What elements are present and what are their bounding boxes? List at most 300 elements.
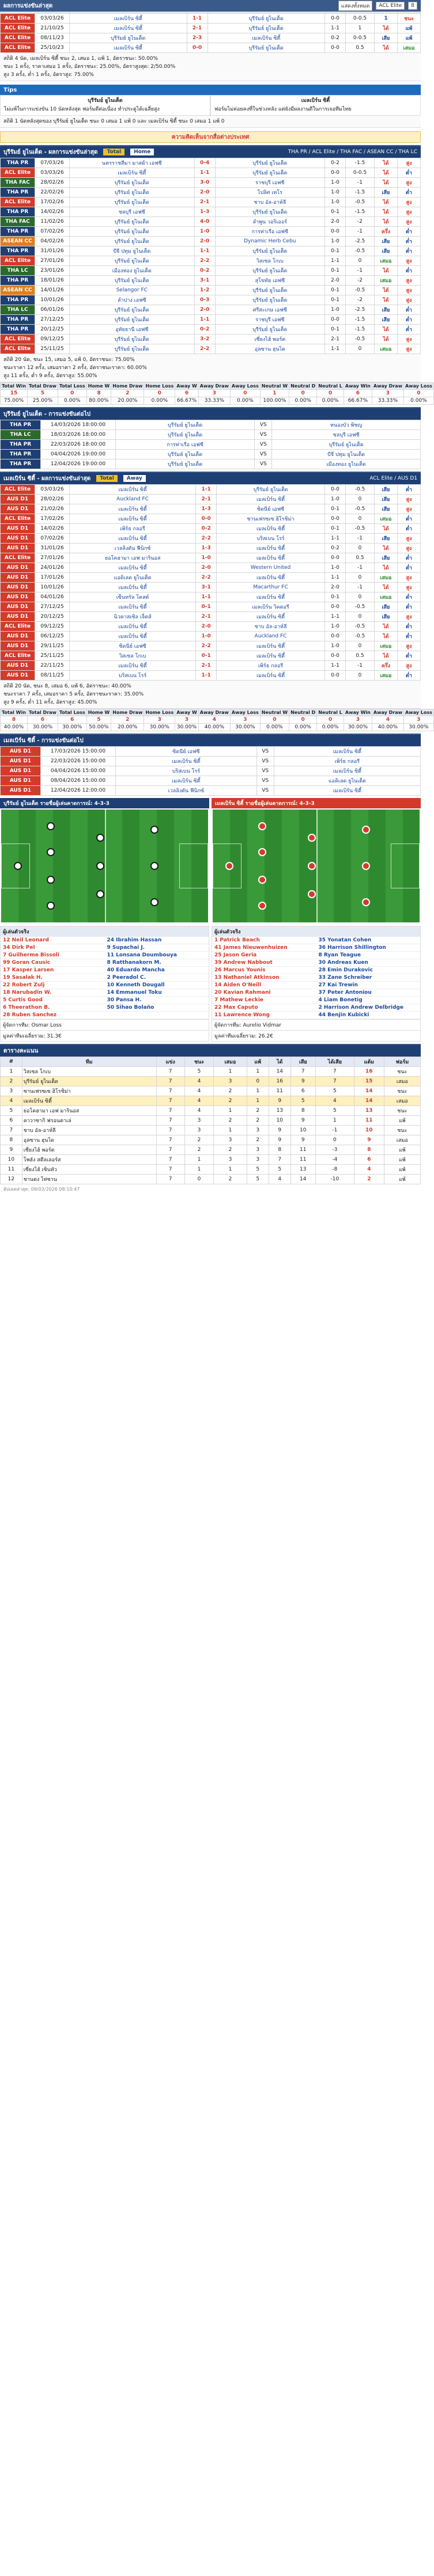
- player-marker[interactable]: [14, 862, 22, 870]
- away-team: เมลเบิร์น ซิตี้: [274, 747, 420, 757]
- half-time-score: 0-0: [325, 553, 346, 563]
- lineup-right-head: ผู้เล่นตัวจริง: [212, 926, 420, 937]
- over-under: ต่ำ: [398, 188, 421, 197]
- match-row[interactable]: [1, 622, 421, 632]
- tab-home[interactable]: Home: [130, 149, 154, 155]
- match-row[interactable]: [1, 325, 421, 335]
- upcoming-row[interactable]: [1, 786, 421, 796]
- match-row[interactable]: [1, 495, 421, 504]
- away-recent-header: [0, 473, 421, 484]
- away-league-filters[interactable]: ACL Elite / AUS D1: [369, 476, 417, 481]
- standings-cell: แพ้: [384, 1116, 420, 1126]
- standings-title: ตารางคะแนน: [3, 1047, 39, 1054]
- away-team: เพิร์ธ กลอรี: [217, 661, 325, 671]
- player-name[interactable]: 22 Robert Zulj: [1, 982, 105, 989]
- match-row[interactable]: [1, 651, 421, 661]
- sub-player-name[interactable]: 24 Ibrahim Hassan: [105, 937, 209, 944]
- standings-cell: 6: [354, 1155, 384, 1165]
- match-score: 2-1: [187, 24, 207, 33]
- match-score: 1-1: [194, 168, 215, 178]
- handicap-odds: -0.5: [346, 504, 375, 514]
- player-name[interactable]: 18 Narubadin W.: [1, 989, 105, 997]
- match-row[interactable]: [1, 24, 421, 33]
- standings-cell: 0: [184, 1175, 214, 1184]
- totals-value: 4: [198, 716, 230, 724]
- league-badge: ACL Elite: [1, 622, 35, 632]
- player-marker[interactable]: [258, 822, 266, 830]
- standings-cell: 7: [156, 1145, 184, 1155]
- h2h-summary-line3: สูง 3 ครั้ง, ต่ำ 1 ครั้ง, อัตราสูง: 75.00%: [3, 72, 94, 78]
- home-totals-table: [0, 382, 434, 405]
- match-date: 07/02/26: [35, 534, 70, 544]
- standings-cell: 3: [247, 1155, 269, 1165]
- player-name[interactable]: 22 Max Caputo: [212, 1004, 316, 1012]
- player-name[interactable]: 41 James Nieuwenhuizen: [212, 944, 316, 952]
- match-row[interactable]: [1, 197, 421, 207]
- match-row[interactable]: [1, 344, 421, 354]
- handicap-result: ได้: [375, 207, 398, 217]
- over-under: ต่ำ: [398, 671, 421, 681]
- player-marker[interactable]: [47, 822, 55, 830]
- player-name[interactable]: 19 Sasalak H.: [1, 974, 105, 982]
- match-date: 21/02/26: [35, 504, 70, 514]
- match-date: 03/03/26: [35, 14, 70, 24]
- away-team: ลำพูน วอริเออร์: [215, 217, 324, 227]
- match-row[interactable]: [1, 286, 421, 295]
- lineup-left-value: มูลค่าทีมเฉลี่ยรวม: 31.3€: [1, 1030, 209, 1041]
- league-badge: ACL Elite: [1, 24, 35, 33]
- upcoming-row[interactable]: [1, 450, 421, 459]
- totals-value: 8: [1, 716, 28, 724]
- lineup-right: [212, 926, 421, 1042]
- over-under: ต่ำ: [398, 237, 421, 246]
- standings-cell: 7: [156, 1135, 184, 1145]
- player-marker[interactable]: [308, 862, 316, 870]
- handicap-odds: -2: [346, 276, 375, 286]
- player-marker[interactable]: [258, 902, 266, 910]
- match-row[interactable]: [1, 207, 421, 217]
- player-marker[interactable]: [225, 862, 233, 870]
- upcoming-row[interactable]: [1, 747, 421, 757]
- match-row[interactable]: [1, 237, 421, 246]
- match-row[interactable]: [1, 632, 421, 641]
- match-row[interactable]: [1, 641, 421, 651]
- half-time-score: 0-1: [325, 295, 346, 305]
- half-time-score: 1-1: [325, 573, 346, 583]
- handicap-result: เสมอ: [375, 276, 398, 286]
- match-row[interactable]: [1, 335, 421, 344]
- player-marker[interactable]: [47, 902, 55, 910]
- pitch-line: [179, 844, 208, 888]
- match-row[interactable]: [1, 534, 421, 544]
- over-under: สูง: [398, 661, 421, 671]
- home-recent-section: [0, 145, 432, 405]
- standings-cell: 11: [354, 1116, 384, 1126]
- home-league-filters[interactable]: THA PR / ACL Elite / THA FAC / ASEAN CC / THA LC: [288, 149, 417, 155]
- standings-cell: 6: [290, 1086, 315, 1096]
- match-row[interactable]: [1, 276, 421, 286]
- totals-pct: 30.00%: [230, 724, 260, 731]
- match-score: 0-4: [194, 158, 215, 168]
- lineup-right-value: มูลค่าทีมเฉลี่ยรวม: 26.2€: [212, 1030, 420, 1041]
- totals-pct: 0.00%: [403, 397, 433, 405]
- sub-player-name[interactable]: 30 Andreas Kuen: [316, 959, 421, 967]
- sub-player-name[interactable]: 8 Ryan Teague: [316, 952, 421, 959]
- away-team: เมลเบิร์น ซิตี้: [217, 612, 325, 622]
- standings-header: ฟอร์ม: [384, 1057, 420, 1067]
- player-marker[interactable]: [150, 826, 158, 834]
- upcoming-row[interactable]: [1, 430, 421, 440]
- league-badge: THA PR: [1, 315, 35, 325]
- lineup-left: [0, 926, 209, 1042]
- standings-row[interactable]: [1, 1067, 421, 1077]
- standings-row[interactable]: [1, 1155, 421, 1165]
- standings-cell: 8: [354, 1145, 384, 1155]
- sub-player-name[interactable]: 44 Benjin Kubicki: [316, 1012, 421, 1019]
- totals-header: Neutral W: [260, 709, 289, 716]
- standings-cell: แพ้: [384, 1145, 420, 1155]
- sub-player-name[interactable]: 9 Supachai J.: [105, 944, 209, 952]
- standings-row[interactable]: [1, 1175, 421, 1184]
- home-team: เมลเบิร์น ซิตี้: [70, 622, 196, 632]
- handicap-odds: -0.5: [346, 602, 375, 612]
- totals-pct: 40.00%: [1, 724, 28, 731]
- sub-player-name[interactable]: 36 Harrison Shillington: [316, 944, 421, 952]
- player-marker[interactable]: [96, 834, 104, 842]
- standings-cell: เซี่ยงไฮ้ พอร์ต: [22, 1145, 156, 1155]
- half-time-score: 0-1: [325, 266, 346, 276]
- home-team: เมลเบิร์น ซิตี้: [70, 485, 196, 495]
- match-row[interactable]: [1, 602, 421, 612]
- over-under: ต่ำ: [398, 563, 421, 573]
- match-score: 4-0: [194, 217, 215, 227]
- over-under: สูง: [398, 178, 421, 188]
- sub-player-name[interactable]: 35 Yonatan Cohen: [316, 937, 421, 944]
- sub-player-name[interactable]: 2 Harrison Andrew Delbridge: [316, 1004, 421, 1012]
- standings-row[interactable]: [1, 1106, 421, 1116]
- player-name[interactable]: 99 Goran Causic: [1, 959, 105, 967]
- player-name[interactable]: 7 Mathew Leckie: [212, 997, 316, 1004]
- standings-row[interactable]: [1, 1116, 421, 1126]
- handicap-result: เสีย: [375, 485, 398, 495]
- standings-cell: แพ้: [384, 1155, 420, 1165]
- player-name[interactable]: 17 Kasper Larsen: [1, 967, 105, 974]
- match-row[interactable]: [1, 553, 421, 563]
- match-date: 27/12/25: [35, 315, 70, 325]
- match-row[interactable]: [1, 514, 421, 524]
- match-score: 0-1: [196, 651, 217, 661]
- player-marker[interactable]: [258, 848, 266, 856]
- tips-right: [210, 95, 421, 116]
- match-row[interactable]: [1, 158, 421, 168]
- upcoming-row[interactable]: [1, 440, 421, 450]
- totals-pct: 75.00%: [1, 397, 28, 405]
- half-time-score: 0-0: [325, 514, 346, 524]
- totals-header: Home Loss: [144, 383, 175, 390]
- standings-row[interactable]: [1, 1165, 421, 1175]
- match-row[interactable]: [1, 178, 421, 188]
- match-row[interactable]: [1, 583, 421, 592]
- h2h-table: [0, 12, 421, 53]
- standings-cell: 1: [184, 1165, 214, 1175]
- match-datetime: 04/04/2026 19:00:00: [41, 450, 116, 459]
- match-row[interactable]: [1, 256, 421, 266]
- away-team: ชลบุรี เอฟซี: [272, 430, 421, 440]
- standings-row[interactable]: [1, 1096, 421, 1106]
- upcoming-row[interactable]: [1, 766, 421, 776]
- standings-cell: 9: [1, 1145, 22, 1155]
- totals-header: Away Draw: [198, 709, 230, 716]
- league-badge: AUS D1: [1, 661, 35, 671]
- match-row[interactable]: [1, 592, 421, 602]
- standings-cell: 5: [247, 1165, 269, 1175]
- standings-cell: 4: [184, 1077, 214, 1086]
- sub-player-name[interactable]: 11 Lonsana Doumbouya: [105, 952, 209, 959]
- league-badge: AUS D1: [1, 786, 41, 796]
- totals-value: 5: [27, 390, 58, 397]
- match-row[interactable]: [1, 14, 421, 24]
- sub-player-name[interactable]: 33 Zane Schreiber: [316, 974, 421, 982]
- handicap-odds: -1.5: [346, 207, 375, 217]
- over-under: ต่ำ: [398, 651, 421, 661]
- match-row[interactable]: [1, 43, 421, 53]
- sub-player-name[interactable]: 50 Sihao Bolaño: [105, 1004, 209, 1012]
- league-badge: AUS D1: [1, 632, 35, 641]
- sub-player-name[interactable]: 40 Eduardo Mancha: [105, 967, 209, 974]
- handicap-result: เสีย: [375, 553, 398, 563]
- pitch-left: [0, 808, 209, 924]
- player-name[interactable]: 20 Kavian Rahmani: [212, 989, 316, 997]
- player-marker[interactable]: [47, 876, 55, 884]
- player-marker[interactable]: [362, 862, 370, 870]
- standings-row[interactable]: [1, 1145, 421, 1155]
- tab-total[interactable]: Total: [103, 149, 124, 155]
- match-row[interactable]: [1, 612, 421, 622]
- match-row[interactable]: [1, 563, 421, 573]
- opinion-banner[interactable]: ความคิดเห็นจากสื่อต่างประเทศ: [0, 131, 421, 143]
- league-badge: THA PR: [1, 295, 35, 305]
- lineup-row: [1, 997, 209, 1004]
- player-name[interactable]: 26 Marcus Younis: [212, 967, 316, 974]
- totals-value: 2: [111, 716, 144, 724]
- sub-player-name[interactable]: 14 Emmanuel Toku: [105, 989, 209, 997]
- match-row[interactable]: [1, 315, 421, 325]
- player-name[interactable]: 34 Dirk Pel: [1, 944, 105, 952]
- match-date: 06/01/26: [35, 305, 70, 315]
- match-row[interactable]: [1, 524, 421, 534]
- match-row[interactable]: [1, 295, 421, 305]
- standings-cell: 3: [184, 1126, 214, 1135]
- totals-value: 6: [58, 716, 86, 724]
- player-name[interactable]: 25 Jason Geria: [212, 952, 316, 959]
- half-time-score: 1-0: [325, 641, 346, 651]
- player-marker[interactable]: [96, 862, 104, 870]
- over-under: ต่ำ: [398, 622, 421, 632]
- match-row[interactable]: [1, 671, 421, 681]
- player-marker[interactable]: [258, 876, 266, 884]
- league-badge: ACL Elite: [1, 651, 35, 661]
- handicap-odds: -0.5: [346, 524, 375, 534]
- player-name[interactable]: 11 Lawrence Wong: [212, 1012, 316, 1019]
- handicap-odds: 0-0.5: [346, 168, 375, 178]
- league-badge: THA LC: [1, 266, 35, 276]
- upcoming-row[interactable]: [1, 420, 421, 430]
- player-marker[interactable]: [47, 848, 55, 856]
- sub-player-name[interactable]: 10 Kenneth Dougall: [105, 982, 209, 989]
- match-row[interactable]: [1, 168, 421, 178]
- home-team: เมืองทอง ยูไนเต็ด: [70, 266, 195, 276]
- half-time-score: 0-0: [325, 43, 346, 53]
- next-away-header: [0, 735, 421, 746]
- match-score: 1-1: [194, 246, 215, 256]
- match-row[interactable]: [1, 573, 421, 583]
- sub-player-name[interactable]: 4 Liam Bonetig: [316, 997, 421, 1004]
- half-time-score: 0-0: [325, 651, 346, 661]
- match-row[interactable]: [1, 266, 421, 276]
- over-under: ต่ำ: [398, 592, 421, 602]
- sub-player-name[interactable]: [105, 1012, 209, 1019]
- tips-right-title: เมลเบิร์น ซิตี้: [301, 98, 330, 104]
- home-team: เมลเบิร์น ซิตี้: [70, 534, 196, 544]
- home-team: บุรีรัมย์ ยูไนเต็ด: [70, 315, 195, 325]
- player-name[interactable]: 5 Curtis Good: [1, 997, 105, 1004]
- player-name[interactable]: 1 Patrick Beach: [212, 937, 316, 944]
- half-time-score: 0-1: [325, 504, 346, 514]
- tab-total-away[interactable]: Total: [96, 475, 118, 482]
- sub-player-name[interactable]: 8 Ratthanakorn M.: [105, 959, 209, 967]
- totals-pct: 30.00%: [144, 724, 175, 731]
- match-row[interactable]: [1, 305, 421, 315]
- player-name[interactable]: 28 Ruben Sanchez: [1, 1012, 105, 1019]
- standings-cell: 3: [214, 1077, 247, 1086]
- pitch-area: [0, 796, 421, 926]
- totals-header: Neutral L: [317, 709, 344, 716]
- standings-cell: ชนะ: [384, 1067, 420, 1077]
- standings-cell: 12: [1, 1175, 22, 1184]
- player-name[interactable]: 13 Nathaniel Atkinson: [212, 974, 316, 982]
- match-count-dropdown[interactable]: 8: [408, 2, 417, 10]
- standings-row[interactable]: [1, 1086, 421, 1096]
- match-score: 1-1: [196, 671, 217, 681]
- standings-cell: 2: [1, 1077, 22, 1086]
- filter-all-dropdown[interactable]: แสดงทั้งหมด: [338, 1, 373, 11]
- over-under: สูง: [398, 295, 421, 305]
- standings-cell: -1: [315, 1126, 354, 1135]
- match-row[interactable]: [1, 217, 421, 227]
- totals-header: Neutral D: [289, 383, 317, 390]
- match-row[interactable]: [1, 33, 421, 43]
- standings-header: ทีม: [22, 1057, 156, 1067]
- match-row[interactable]: [1, 661, 421, 671]
- sub-player-name[interactable]: 37 Peter Antoniou: [316, 989, 421, 997]
- home-team: เมลเบิร์น ซิตี้: [70, 583, 196, 592]
- match-row[interactable]: [1, 504, 421, 514]
- match-row[interactable]: [1, 188, 421, 197]
- standings-cell: เสมอ: [384, 1135, 420, 1145]
- tab-away[interactable]: Away: [123, 475, 146, 482]
- player-marker[interactable]: [150, 898, 158, 906]
- home-team: บุรีรัมย์ ยูไนเต็ด: [70, 256, 195, 266]
- sub-player-name[interactable]: 28 Emin Durakovic: [316, 967, 421, 974]
- sub-player-name[interactable]: 27 Kai Trewin: [316, 982, 421, 989]
- totals-pct: 0.00%: [144, 397, 175, 405]
- lineup-row: [212, 974, 420, 982]
- over-under: ต่ำ: [398, 168, 421, 178]
- handicap-odds: -0.5: [346, 485, 375, 495]
- half-time-score: 0-0: [325, 315, 346, 325]
- player-marker[interactable]: [308, 834, 316, 842]
- player-marker[interactable]: [150, 862, 158, 870]
- league-badge: ACL Elite: [1, 256, 35, 266]
- half-time-score: 0-1: [325, 524, 346, 534]
- sub-player-name[interactable]: 2 Peeradol C.: [105, 974, 209, 982]
- next-home-section: [0, 407, 421, 469]
- vs-label: VS: [255, 440, 272, 450]
- standings-cell: 3: [247, 1126, 269, 1135]
- totals-pct: 80.00%: [86, 397, 111, 405]
- player-name[interactable]: 14 Aiden O'Neill: [212, 982, 316, 989]
- over-under: ต่ำ: [398, 315, 421, 325]
- match-row[interactable]: [1, 544, 421, 553]
- standings-row[interactable]: [1, 1135, 421, 1145]
- lineup-row: [212, 959, 420, 967]
- handicap-odds: -0.5: [346, 632, 375, 641]
- standings-cell: 1: [247, 1067, 269, 1077]
- match-score: 3-2: [194, 335, 215, 344]
- player-marker[interactable]: [308, 890, 316, 898]
- match-datetime: 12/04/2026 19:00:00: [41, 459, 116, 469]
- upcoming-row[interactable]: [1, 459, 421, 469]
- player-name[interactable]: 12 Neil Leonard: [1, 937, 105, 944]
- totals-pct: 0.00%: [317, 724, 344, 731]
- away-totals-table: [0, 709, 434, 731]
- player-marker[interactable]: [96, 890, 104, 898]
- match-row[interactable]: [1, 485, 421, 495]
- standings-row[interactable]: [1, 1126, 421, 1135]
- upcoming-row[interactable]: [1, 757, 421, 766]
- filter-league-dropdown[interactable]: ACL Elite: [376, 2, 405, 10]
- away-team: Western United: [217, 563, 325, 573]
- match-row[interactable]: [1, 227, 421, 237]
- player-name[interactable]: 6 Theerathon B.: [1, 1004, 105, 1012]
- standings-row[interactable]: [1, 1077, 421, 1086]
- match-row[interactable]: [1, 246, 421, 256]
- standings-cell: 0: [247, 1077, 269, 1086]
- match-date: 27/12/25: [35, 602, 70, 612]
- league-badge: AUS D1: [1, 766, 41, 776]
- totals-pct: 40.00%: [198, 724, 230, 731]
- player-name[interactable]: 39 Andrew Nabbout: [212, 959, 316, 967]
- player-marker[interactable]: [362, 826, 370, 834]
- totals-header: Total Win: [1, 383, 28, 390]
- player-name[interactable]: 7 Guilherme Bissoli: [1, 952, 105, 959]
- match-date: 14/02/26: [35, 524, 70, 534]
- away-team: บุรีรัมย์ ยูไนเต็ด: [215, 246, 324, 256]
- standings-cell: 10: [290, 1126, 315, 1135]
- handicap-result: ได้: [375, 335, 398, 344]
- handicap-result: ได้: [375, 325, 398, 335]
- player-marker[interactable]: [362, 898, 370, 906]
- upcoming-row[interactable]: [1, 776, 421, 786]
- away-recent-section: [0, 472, 432, 731]
- handicap-result: เสีย: [375, 315, 398, 325]
- half-time-score: 0-2: [325, 158, 346, 168]
- standings-header: แต้ม: [354, 1057, 384, 1067]
- totals-value: 0: [289, 390, 317, 397]
- sub-player-name[interactable]: 30 Pansa H.: [105, 997, 209, 1004]
- league-badge: AUS D1: [1, 563, 35, 573]
- half-time-score: 1-1: [325, 344, 346, 354]
